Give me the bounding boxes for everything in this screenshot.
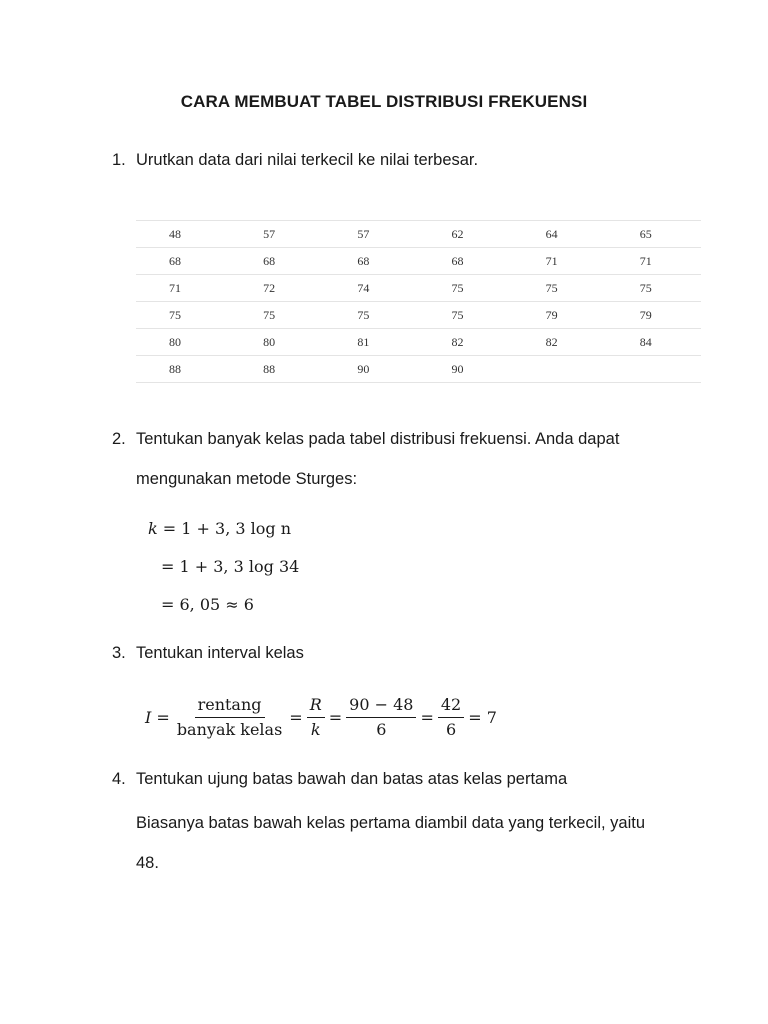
sturges-line-1 xyxy=(148,519,291,538)
step-3 xyxy=(112,644,304,663)
interval-fraction-rentang xyxy=(174,696,285,738)
step-2 xyxy=(112,430,619,449)
table-cell: 88 xyxy=(230,356,324,383)
step-3-text: Tentukan interval kelas xyxy=(136,644,304,662)
fraction-denominator: 6 xyxy=(376,719,387,739)
fraction-numerator: rentang xyxy=(195,696,265,718)
table-cell: 57 xyxy=(230,221,324,248)
equals-sign: = xyxy=(420,707,434,727)
step-1-number: 1. xyxy=(112,151,126,169)
step-4-text: Tentukan ujung batas bawah dan batas atas kelas pertama xyxy=(136,770,568,788)
table-cell: 75 xyxy=(324,302,418,329)
table-cell: 72 xyxy=(230,275,324,302)
table-cell: 84 xyxy=(607,329,701,356)
step-4-continuation-2: 48. xyxy=(136,854,159,872)
sturges-k: k xyxy=(148,519,158,538)
interval-result: = 7 xyxy=(468,707,497,727)
step-1-text: Urutkan data dari nilai terkecil ke nilai terbesar. xyxy=(136,151,479,169)
table-cell: 68 xyxy=(230,248,324,275)
table-row xyxy=(136,248,701,275)
sorted-data-table xyxy=(136,220,701,383)
fraction-denominator: banyak kelas xyxy=(176,719,283,739)
table-cell: 71 xyxy=(136,275,230,302)
table-cell: 68 xyxy=(136,248,230,275)
page-title: CARA MEMBUAT TABEL DISTRIBUSI FREKUENSI xyxy=(180,92,588,111)
interval-fraction-simplified xyxy=(438,696,464,738)
table-row xyxy=(136,302,701,329)
equals-sign: = xyxy=(289,707,303,727)
table-cell: 75 xyxy=(418,275,512,302)
table-cell xyxy=(607,356,701,383)
table-cell: 64 xyxy=(513,221,607,248)
step-4-continuation-1: Biasanya batas bawah kelas pertama diambil data yang terkecil, yaitu xyxy=(136,814,646,832)
table-cell: 75 xyxy=(230,302,324,329)
table-cell: 81 xyxy=(324,329,418,356)
table-cell: 74 xyxy=(324,275,418,302)
table-cell: 57 xyxy=(324,221,418,248)
interval-lhs: I = xyxy=(145,707,170,727)
table-row xyxy=(136,356,701,383)
interval-fraction-r-k xyxy=(307,696,325,738)
sturges-line-3: = 6, 05 ≈ 6 xyxy=(161,595,254,614)
table-cell: 90 xyxy=(418,356,512,383)
interval-fraction-values xyxy=(346,696,416,738)
equals-sign: = xyxy=(328,707,343,727)
table-cell: 79 xyxy=(513,302,607,329)
table-cell: 62 xyxy=(418,221,512,248)
table-cell: 80 xyxy=(136,329,230,356)
step-1 xyxy=(112,151,478,170)
table-cell: 75 xyxy=(513,275,607,302)
step-2-continuation: mengunakan metode Sturges: xyxy=(136,470,358,488)
fraction-numerator: R xyxy=(307,696,325,718)
table-cell: 79 xyxy=(607,302,701,329)
table-cell: 71 xyxy=(607,248,701,275)
table-cell: 71 xyxy=(513,248,607,275)
table-cell: 75 xyxy=(136,302,230,329)
step-4-number: 4. xyxy=(112,770,126,788)
fraction-numerator: 42 xyxy=(438,696,464,718)
fraction-denominator: k xyxy=(310,719,321,739)
sturges-line-2: = 1 + 3, 3 log 34 xyxy=(161,557,300,576)
table-cell: 65 xyxy=(607,221,701,248)
table-row xyxy=(136,221,701,248)
step-3-number: 3. xyxy=(112,644,126,662)
table-row xyxy=(136,275,701,302)
interval-formula xyxy=(145,696,497,738)
table-cell: 80 xyxy=(230,329,324,356)
step-2-number: 2. xyxy=(112,430,126,448)
table-cell: 48 xyxy=(136,221,230,248)
table-cell: 75 xyxy=(607,275,701,302)
fraction-numerator: 90 − 48 xyxy=(346,696,416,718)
table-cell: 90 xyxy=(324,356,418,383)
table-cell: 88 xyxy=(136,356,230,383)
table-cell: 68 xyxy=(418,248,512,275)
table-cell: 82 xyxy=(418,329,512,356)
table-cell xyxy=(513,356,607,383)
step-4 xyxy=(112,770,567,789)
fraction-denominator: 6 xyxy=(445,719,457,739)
step-2-text: Tentukan banyak kelas pada tabel distribusi frekuensi. Anda dapat xyxy=(136,430,620,448)
table-cell: 75 xyxy=(418,302,512,329)
table-cell: 68 xyxy=(324,248,418,275)
table-cell: 82 xyxy=(513,329,607,356)
table-row xyxy=(136,329,701,356)
sturges-line-1-rhs: = 1 + 3, 3 log n xyxy=(162,519,292,538)
